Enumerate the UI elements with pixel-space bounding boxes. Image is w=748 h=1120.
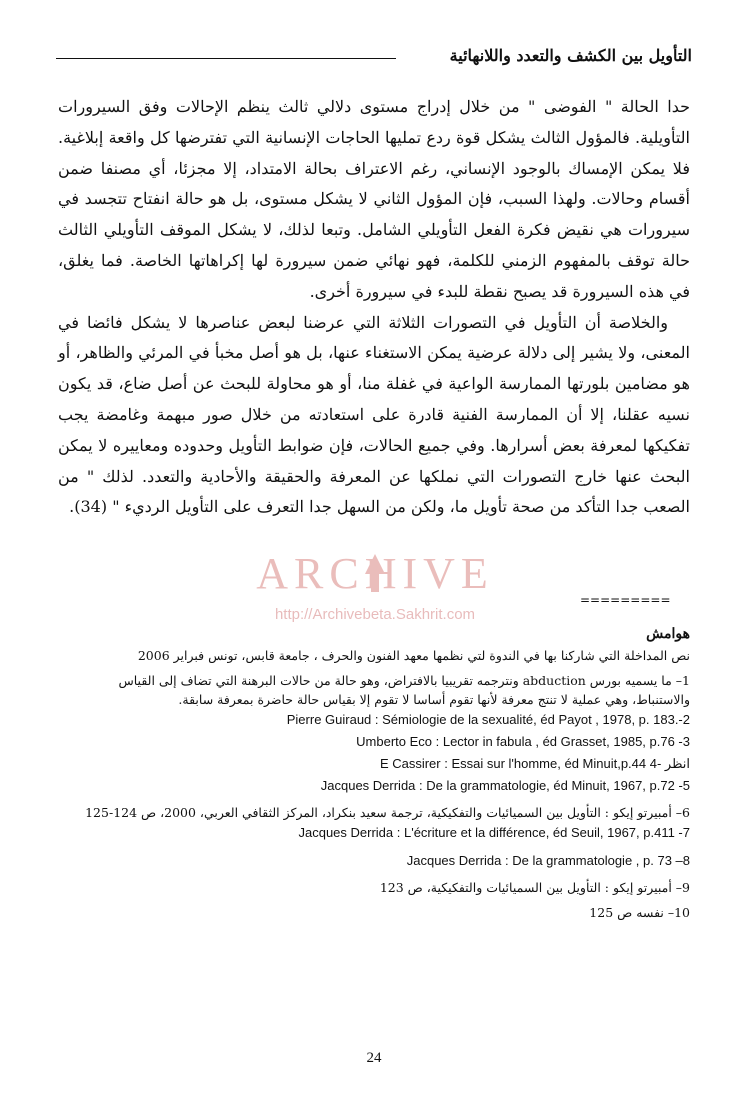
- watermark-brand: ARCHIVE: [256, 549, 494, 598]
- footnote: 6– أمبيرتو إيكو : التأويل بين السميائيات والتفكيكية، ترجمة سعيد بنكراد، المركز الثقافي العربي، 2000، ص 124-125: [85, 805, 690, 820]
- header-title: التأويل بين الكشف والتعدد واللانهائية: [449, 46, 692, 65]
- footnote: 9– أمبيرتو إيكو : التأويل بين السميائيات والتفكيكية، ص 123: [379, 880, 690, 895]
- notes-separator: =========: [580, 593, 671, 607]
- paragraph: والخلاصة أن التأويل في التصورات الثلاثة التي عرضنا لبعض عناصرها لا يشكل فائضا في المعنى، ولا يشير إلى دلالة عرضية يمكن الاستغناء عنها، بل هو أصل مخبأ في المرئي والظاهر، أو هو مضامين بلورتها الممارسة الواعية في غفلة منا، أو هو محاولة للبحث عن أصل ضاع، قد يكون نسيه عقلنا، إلا أن الممارسة الفنية قادرة على استعادته من خلال صور مبهمة وغامضة يجب تفكيكها لمعرفة بعض أسرارها. وفي جميع الحالات، فإن ضوابط التأويل وحدوده ومعاييره لا يمكن البحث عنها خارج التصورات التي نملكها عن المعرفة والحقيقة والأحادية والتعدد. لذلك " من الصعب جدا التأكد من صحة تأويل ما، ولكن من السهل جدا التعرف على التأويل الرديء " (34).: [58, 312, 691, 517]
- paragraph: حدا الحالة " الفوضى " من خلال إدراج مستوى دلالي ثالث ينظم الإحالات وفق السيرورات التأويلية. فالمؤول الثالث يشكل قوة ردع تمليها الحاجات الإنسانية التي تفترضها كل واقعة إبلاغية. فلا يمكن الإمساك بالوجود الإنساني، رغم الاعتراف بحالة الامتداد، إلا مجزئا، أي مصنفا ضمن أقسام وحالات. ولهذا السبب، فإن المؤول الثاني لا يشكل مستوى، بل هو حالة انفتاح تتجسد في سيرورات هي نقيض فكرة الفعل التأويلي الشامل. وتبعا لذلك، لا يشكل الموقف التأويلي الثالث حالة توقف بالمفهوم الزمني للكلمة، فهو نهائي ضمن سيرورة لها إكراهاتها الخاصة. فما يغلق، في هذه السيرورة قد يصبح نقطة للبدء في سيرورة أخرى.: [58, 97, 691, 301]
- notes-heading: هوامش: [646, 626, 690, 642]
- running-header: [56, 46, 692, 70]
- footnote: Jacques Derrida : De la grammatologie , p. 73 –8: [406, 853, 690, 868]
- footnote: E Cassirer : Essai sur l'homme, éd Minuit,p.44 انظر -4: [379, 756, 690, 771]
- footnote: 1– ما يسميه بورس abduction ونترجمه تقريبيا بالافتراض، وهو حالة من حالات البرهنة التي تضاف إلى القياس والاستنباط، وهي عملية لا تنتج معرفة لأنها تقوم أساسا لا تقوم إلا بقياس حالة حاضرة بمعرفة سابقة.: [118, 673, 690, 707]
- footnote: Jacques Derrida : L'écriture et la différence, éd Seuil, 1967, p.411 -7: [298, 825, 690, 840]
- footnote: Umberto Eco : Lector in fabula , éd Grasset, 1985, p.76 -3: [356, 734, 690, 749]
- footnote: نص المداخلة التي شاركنا بها في الندوة لتي نظمها معهد الفنون والحرف ، جامعة قابس، تونس فبراير 2006: [137, 648, 690, 663]
- body-text: [58, 92, 690, 523]
- footnote: Jacques Derrida : De la grammatologie, éd Minuit, 1967, p.72 -5: [320, 778, 690, 793]
- footnotes: [60, 626, 690, 922]
- footnote: 10– نفسه ص 125: [589, 905, 690, 920]
- header-rule: [56, 58, 396, 59]
- watermark-pen-icon: [355, 552, 395, 594]
- footnote: Pierre Guiraud : Sémiologie de la sexualité, éd Payot , 1978, p. 183.-2: [286, 712, 690, 727]
- watermark-url: http://Archivebeta.Sakhrit.com: [274, 606, 476, 623]
- archive-watermark: [205, 548, 545, 638]
- page-number: 24: [366, 1050, 382, 1066]
